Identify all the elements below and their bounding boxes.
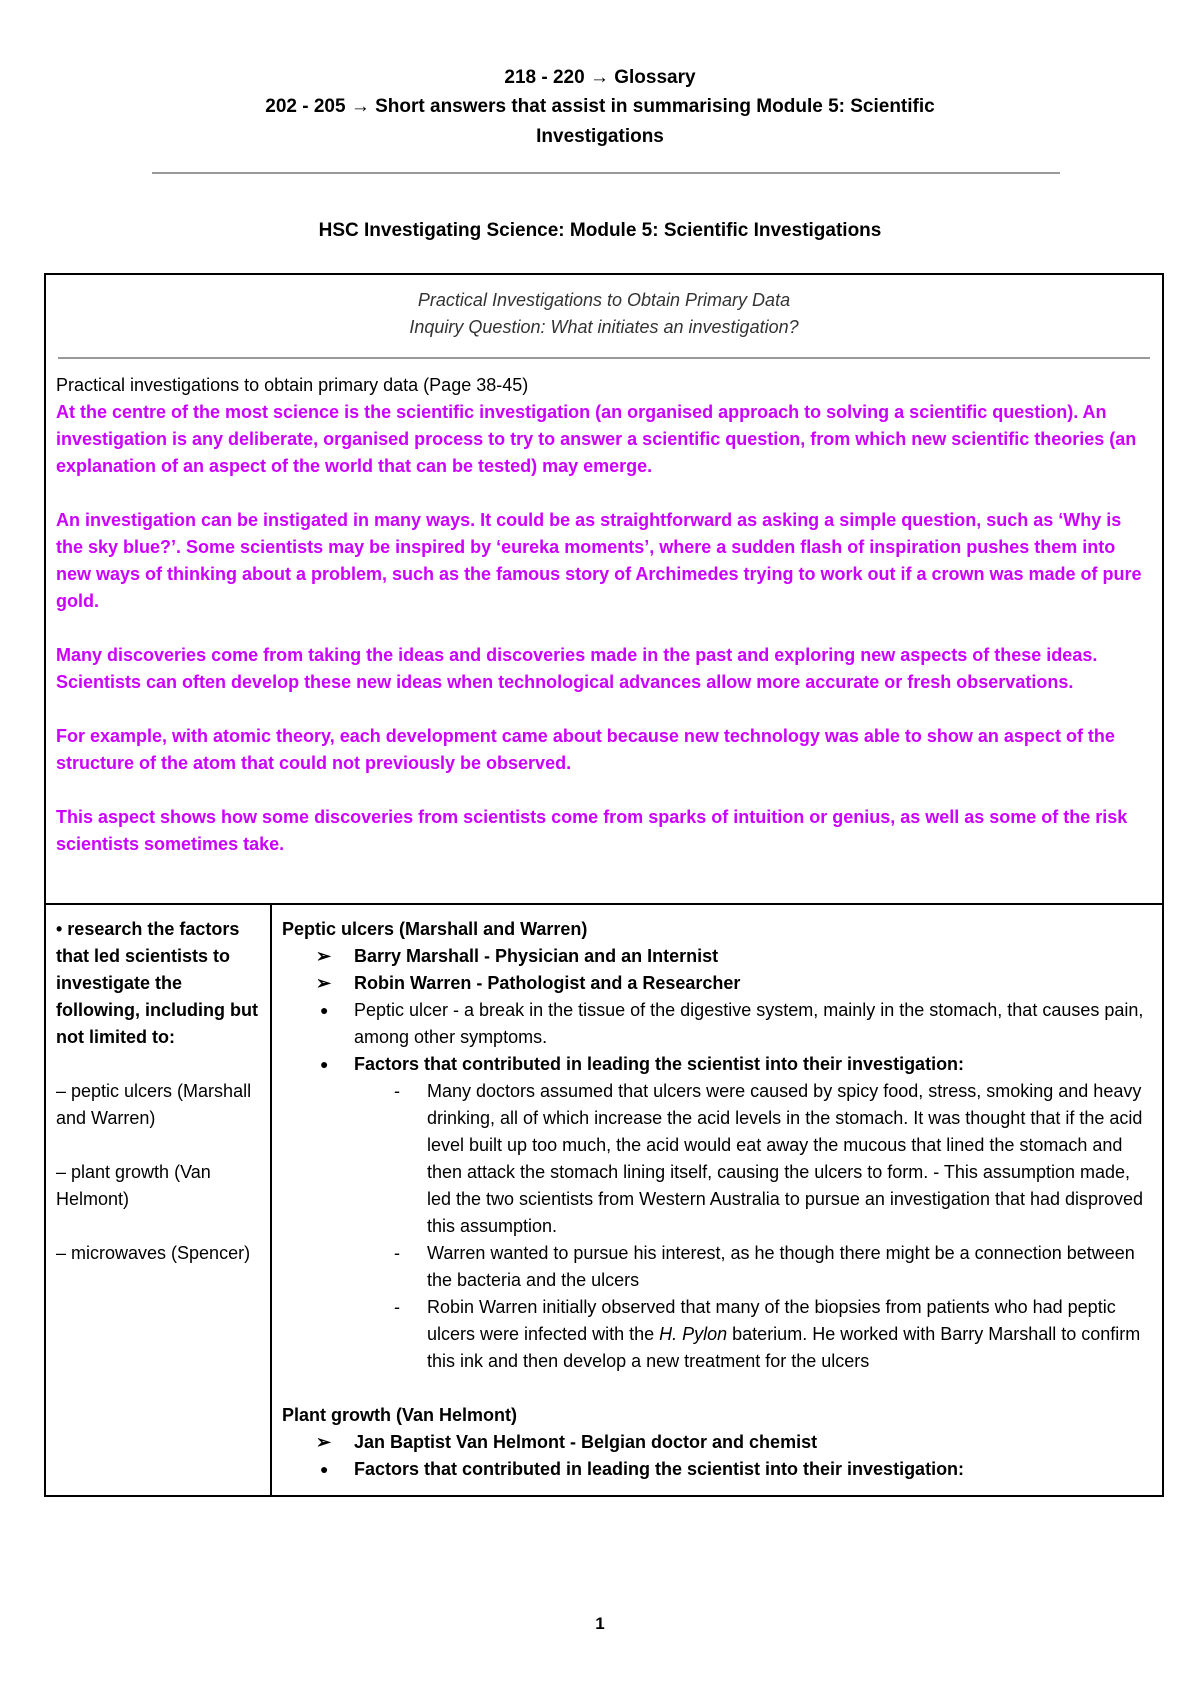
factors-heading: ● Factors that contributed in leading the scientist into their investigation: bbox=[282, 1456, 1152, 1483]
plant-heading: Plant growth (Van Helmont) bbox=[282, 1405, 518, 1425]
person-item: ➢ Jan Baptist Van Helmont - Belgian doctor and chemist bbox=[282, 1429, 1152, 1456]
intro-paragraph: An investigation can be instigated in many ways. It could be as straightforward as asking a simple question, such as ‘Why is the sky blue?’. Some scientists may be inspired by ‘eureka moments’, where a sudden flash of inspiration pushes them into new ways of thinking about a problem, such as the famous story of Archimedes trying to work out if a crown was made of pure gold. bbox=[56, 510, 1142, 611]
intro-paragraph: At the centre of the most science is the scientific investigation (an organised approach to solving a scientific question). An investigation is any deliberate, organised process to try to answer a scientific question, from which new scientific theories (an explanation of an aspect of the world that can be tested) may emerge. bbox=[56, 402, 1137, 476]
section-subtitle: Practical Investigations to Obtain Primary Data bbox=[417, 290, 791, 310]
arrow-bullet-icon: ➢ bbox=[316, 946, 332, 966]
intro-text bbox=[56, 372, 1148, 885]
document-title: HSC Investigating Science: Module 5: Scientific Investigations bbox=[318, 220, 882, 241]
factor-item: - Robin Warren initially observed that many of the biopsies from patients who had peptic ulcers were infected with the H. Pylon baterium. He worked with Barry Marshall to confirm this ink and then develop a new treatment for the ulcers bbox=[282, 1294, 1152, 1375]
definition-item: ● Peptic ulcer - a break in the tissue of the digestive system, mainly in the stomach, that causes pain, among other symptoms. bbox=[282, 997, 1152, 1051]
inquiry-question: Inquiry Question: What initiates an investigation? bbox=[409, 317, 799, 337]
arrow-bullet-icon: ➢ bbox=[316, 1432, 332, 1452]
intro-lead: Practical investigations to obtain primary data (Page 38-45) bbox=[56, 375, 529, 395]
person-item: ➢ Robin Warren - Pathologist and a Researcher bbox=[282, 970, 1152, 997]
short-answers-reference-cont: Investigations bbox=[536, 126, 664, 147]
dot-bullet-icon: ● bbox=[320, 1056, 329, 1072]
table-row-divider bbox=[46, 903, 1162, 905]
syllabus-item: – peptic ulcers (Marshall and Warren) bbox=[56, 1081, 252, 1128]
dot-bullet-icon: ● bbox=[320, 1461, 329, 1477]
dash-bullet-icon: - bbox=[394, 1243, 400, 1263]
table-column-divider bbox=[270, 903, 272, 1495]
syllabus-column bbox=[56, 916, 261, 1267]
person-item: ➢ Barry Marshall - Physician and an Internist bbox=[282, 943, 1152, 970]
header-divider bbox=[152, 172, 1060, 174]
syllabus-point: • research the factors that led scientists to investigate the following, including but not limited to: bbox=[56, 919, 258, 1047]
page-number: 1 bbox=[595, 1614, 605, 1633]
dot-bullet-icon: ● bbox=[320, 1002, 329, 1018]
factor-item: - Many doctors assumed that ulcers were caused by spicy food, stress, smoking and heavy drinking, all of which increase the acid levels in the stomach. It was thought that if the acid level built up too much, the acid would eat away the mucous that lined the stomach and then attack the stomach lining itself, causing the ulcers to form. - This assumption made, led the two scientists from Western Australia to pursue an investigation that had disproved this assumption. bbox=[282, 1078, 1152, 1240]
intro-paragraph: This aspect shows how some discoveries from scientists come from sparks of intuition or genius, as well as some of the risk scientists sometimes take. bbox=[56, 807, 1128, 854]
short-answers-reference: 202 - 205 → Short answers that assist in summarising Module 5: Scientific bbox=[265, 96, 935, 117]
intro-paragraph: Many discoveries come from taking the ideas and discoveries made in the past and exploring new aspects of these ideas. Scientists can often develop these new ideas when technological advances allow more accurate or fresh observations. bbox=[56, 645, 1098, 692]
dash-bullet-icon: - bbox=[394, 1081, 400, 1101]
notes-column bbox=[282, 916, 1152, 1483]
section-divider bbox=[58, 357, 1150, 359]
factor-item: - Warren wanted to pursue his interest, as he though there might be a connection between the bacteria and the ulcers bbox=[282, 1240, 1152, 1294]
arrow-bullet-icon: ➢ bbox=[316, 973, 332, 993]
dash-bullet-icon: - bbox=[394, 1297, 400, 1317]
content-table bbox=[44, 273, 1164, 1497]
factors-heading: ● Factors that contributed in leading the scientist into their investigation: bbox=[282, 1051, 1152, 1078]
glossary-reference: 218 - 220 → Glossary bbox=[504, 67, 696, 88]
intro-paragraph: For example, with atomic theory, each development came about because new technology was able to show an aspect of the structure of the atom that could not previously be observed. bbox=[56, 726, 1115, 773]
syllabus-item: – microwaves (Spencer) bbox=[56, 1243, 251, 1263]
syllabus-item: – plant growth (Van Helmont) bbox=[56, 1162, 211, 1209]
peptic-heading: Peptic ulcers (Marshall and Warren) bbox=[282, 919, 588, 939]
